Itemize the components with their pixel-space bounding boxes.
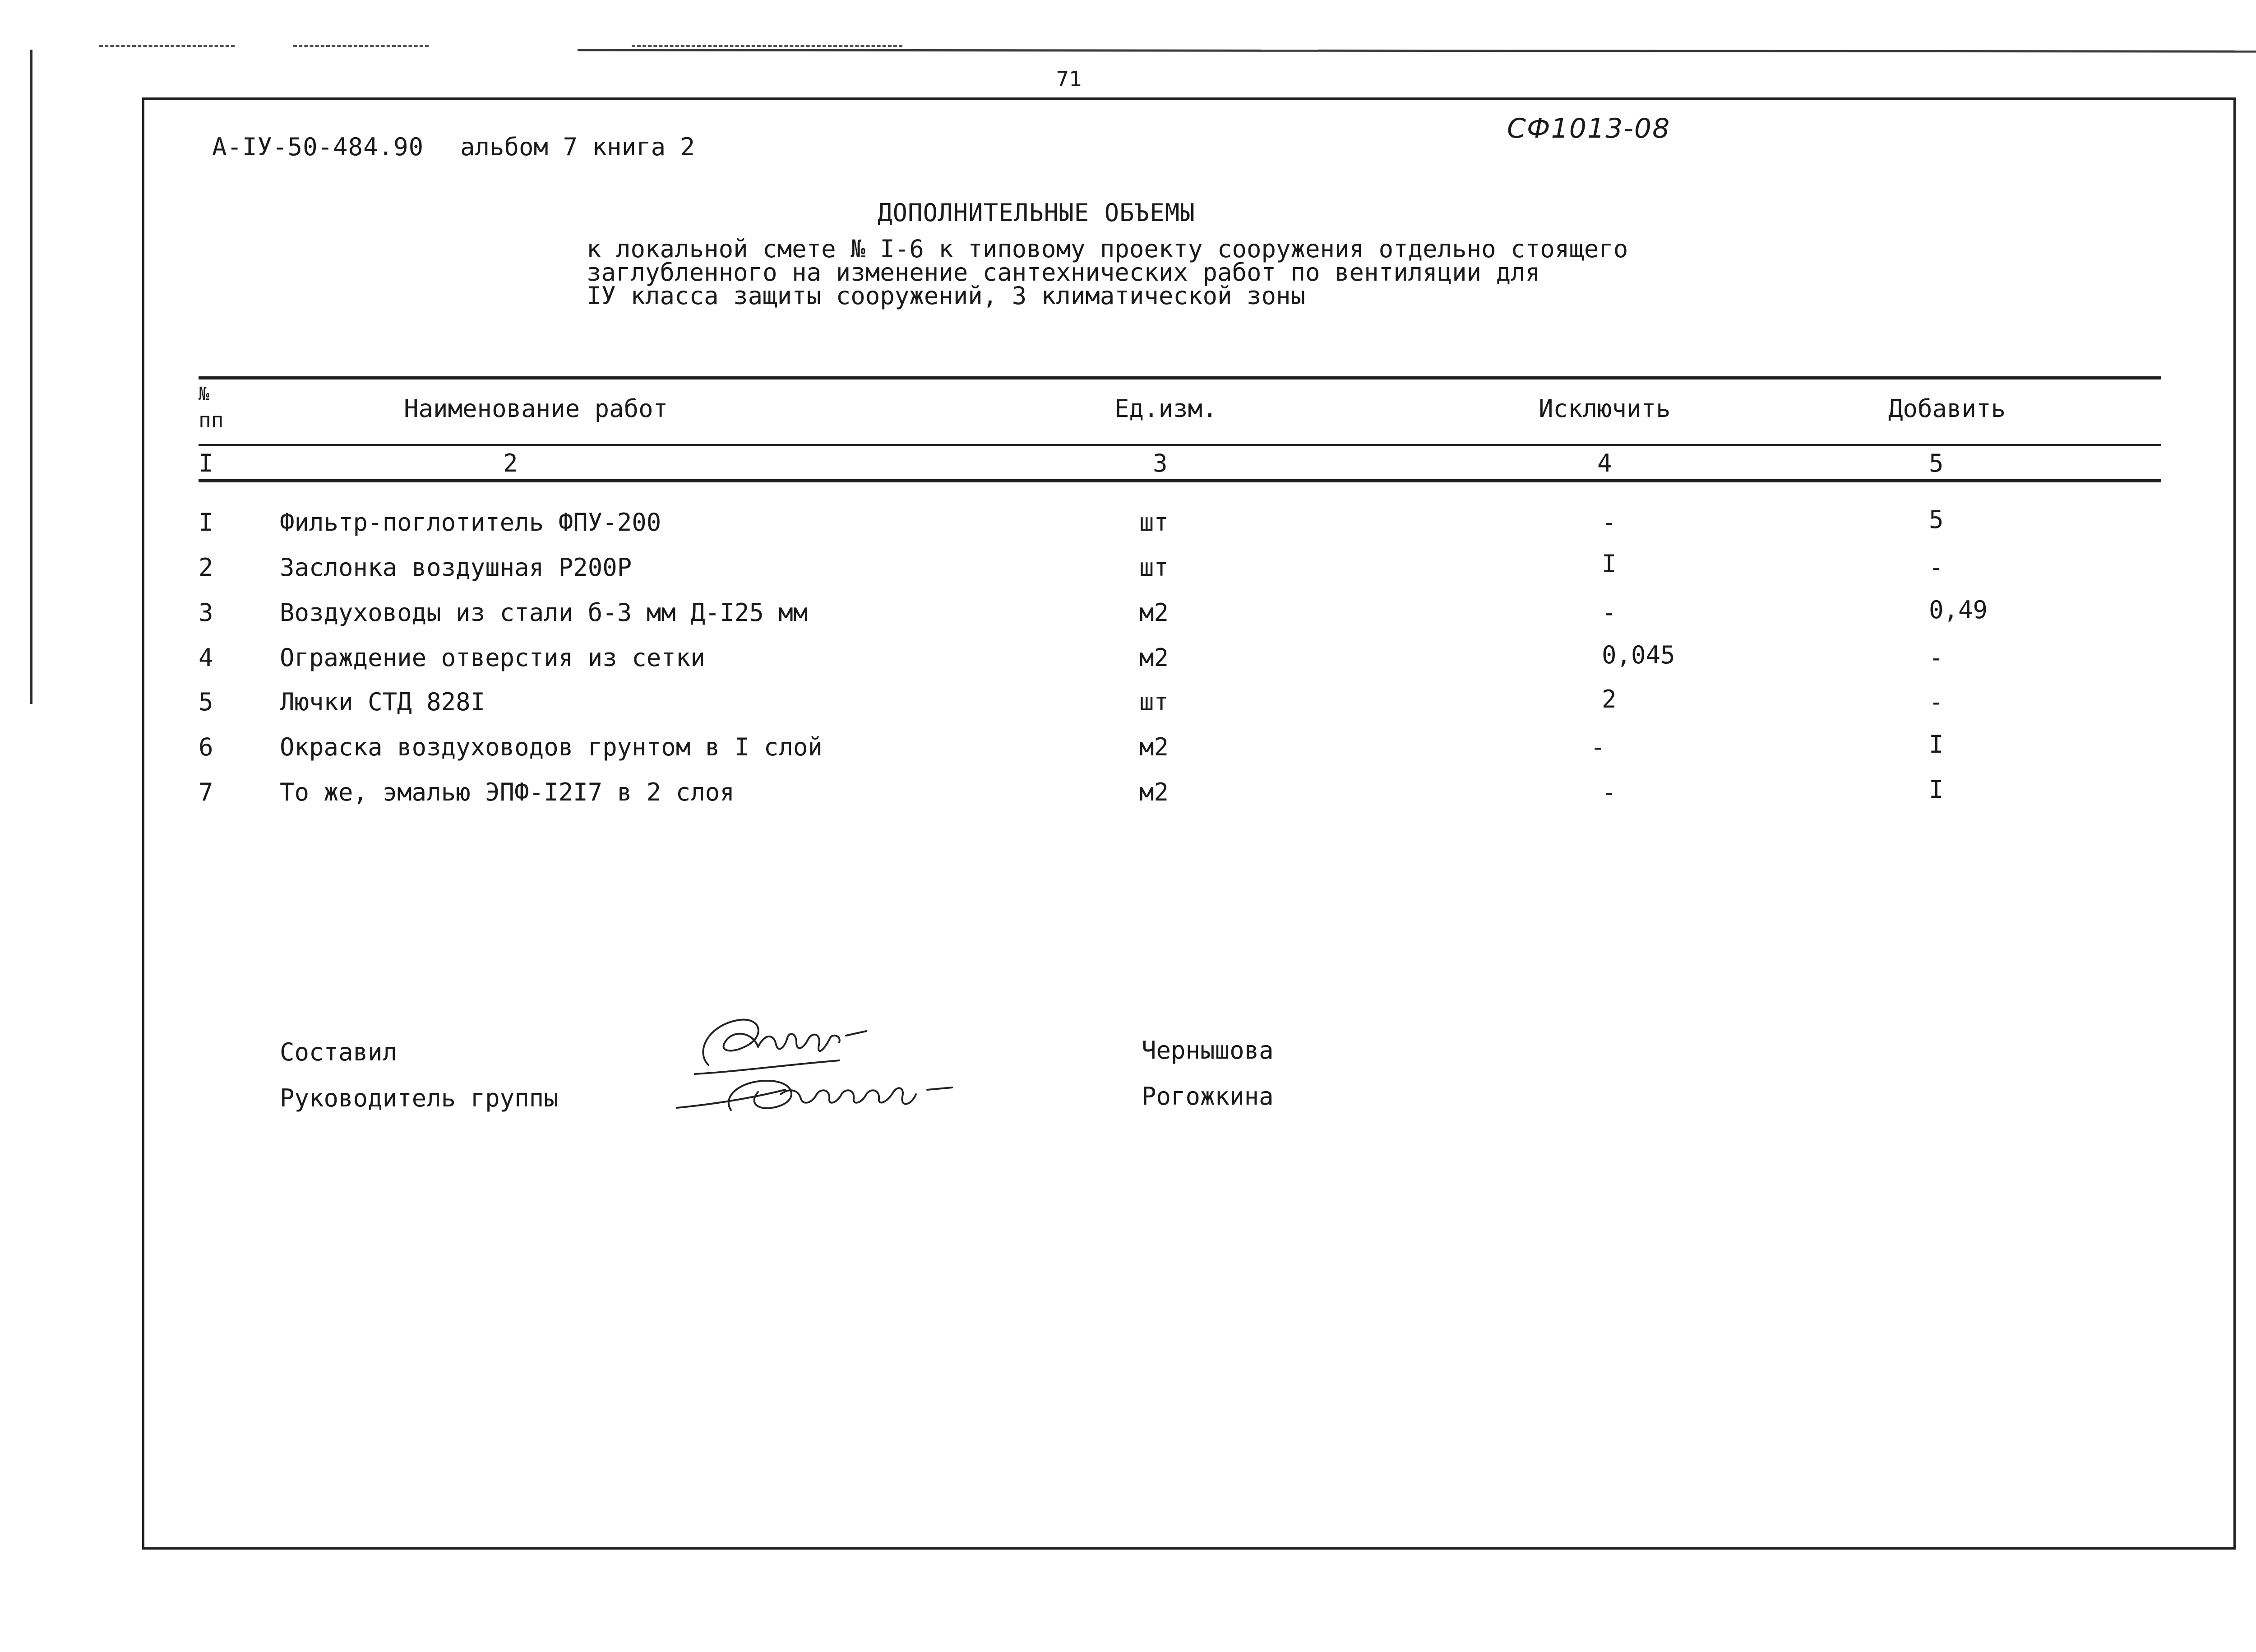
column-number: 4 xyxy=(1597,449,1612,477)
table-row-num: 3 xyxy=(199,598,213,627)
group-lead-label: Руководитель группы xyxy=(280,1084,559,1112)
table-row-unit: м2 xyxy=(1139,643,1169,672)
table-row-num: 2 xyxy=(199,553,213,582)
table-row-unit: шт xyxy=(1139,508,1169,537)
table-row-name: То же, эмалью ЭПФ-I2I7 в 2 слоя xyxy=(280,778,735,806)
table-row-num: I xyxy=(199,508,213,537)
table-numbers-rule xyxy=(199,479,2161,482)
subtitle-line: к локальной смете № I-6 к типовому проекту сооружения отдельно стоящего xyxy=(587,235,1628,263)
header-exclude: Исключить xyxy=(1539,394,1671,423)
handwritten-signatures xyxy=(668,997,1029,1124)
subtitle-line: IУ класса защиты сооружений, 3 климатической зоны xyxy=(587,282,1306,310)
table-row-exclude: 0,045 xyxy=(1602,641,1675,669)
handwritten-stamp: СФ1013-08 xyxy=(1507,113,1671,144)
compiled-by-name: Чернышова xyxy=(1142,1036,1274,1064)
header-add: Добавить xyxy=(1888,394,2006,423)
document-title: ДОПОЛНИТЕЛЬНЫЕ ОБЪЕМЫ xyxy=(878,199,1195,227)
table-row-add: - xyxy=(1929,553,1944,582)
table-row-exclude: - xyxy=(1590,733,1605,761)
table-row-name: Лючки СТД 828I xyxy=(280,688,485,716)
subtitle-line: заглубленного на изменение сантехнических работ по вентиляции для xyxy=(587,258,1540,287)
table-row-unit: м2 xyxy=(1139,598,1169,627)
header-name: Наименование работ xyxy=(404,394,668,423)
table-row-name: Воздуховоды из стали б-3 мм Д-I25 мм xyxy=(280,598,808,627)
table-row-unit: м2 xyxy=(1139,733,1169,761)
scan-top-line xyxy=(578,49,2256,52)
table-row-name: Фильтр-поглотитель ФПУ-200 xyxy=(280,508,661,537)
table-row-num: 6 xyxy=(199,733,213,761)
table-row-num: 5 xyxy=(199,688,213,716)
table-header-rule xyxy=(199,444,2161,446)
scan-edge-left xyxy=(30,50,32,704)
table-row-num: 4 xyxy=(199,643,213,672)
table-row-add: - xyxy=(1929,688,1944,716)
table-row-name: Ограждение отверстия из сетки xyxy=(280,643,705,672)
table-row-add: 0,49 xyxy=(1929,596,1988,624)
album-reference: альбом 7 книга 2 xyxy=(460,133,695,161)
document-frame xyxy=(142,97,2236,1550)
page-number: 71 xyxy=(1056,67,1082,91)
table-row-exclude: - xyxy=(1602,598,1617,627)
group-lead-name: Рогожкина xyxy=(1142,1082,1274,1111)
document-code: А-IУ-50-484.90 xyxy=(212,133,424,161)
compiled-by-label: Составил xyxy=(280,1038,398,1066)
table-row-add: I xyxy=(1929,730,1944,759)
table-row-add: - xyxy=(1929,643,1944,672)
table-row-unit: м2 xyxy=(1139,778,1169,806)
table-row-exclude: - xyxy=(1602,508,1617,537)
scan-dash xyxy=(632,45,902,49)
table-row-unit: шт xyxy=(1139,688,1169,716)
table-row-name: Окраска воздуховодов грунтом в I слой xyxy=(280,733,823,761)
table-row-add: 5 xyxy=(1929,505,1944,534)
header-num-pp: пп xyxy=(199,408,224,432)
document-subtitle xyxy=(587,237,1628,308)
scan-dash xyxy=(293,45,429,49)
header-unit: Ед.изм. xyxy=(1114,394,1217,423)
column-number: I xyxy=(199,449,213,477)
column-number: 2 xyxy=(503,449,518,477)
table-row-num: 7 xyxy=(199,778,213,806)
table-row-add: I xyxy=(1929,775,1944,804)
table-row-unit: шт xyxy=(1139,553,1169,582)
table-row-exclude: 2 xyxy=(1602,685,1617,713)
table-row-name: Заслонка воздушная Р200Р xyxy=(280,553,632,582)
header-num-symbol: № xyxy=(199,384,210,404)
scan-dash xyxy=(99,45,235,49)
table-top-rule xyxy=(199,376,2161,379)
table-row-exclude: - xyxy=(1602,778,1617,806)
table-row-exclude: I xyxy=(1602,550,1617,578)
column-number: 5 xyxy=(1929,449,1944,477)
column-number: 3 xyxy=(1153,449,1168,477)
